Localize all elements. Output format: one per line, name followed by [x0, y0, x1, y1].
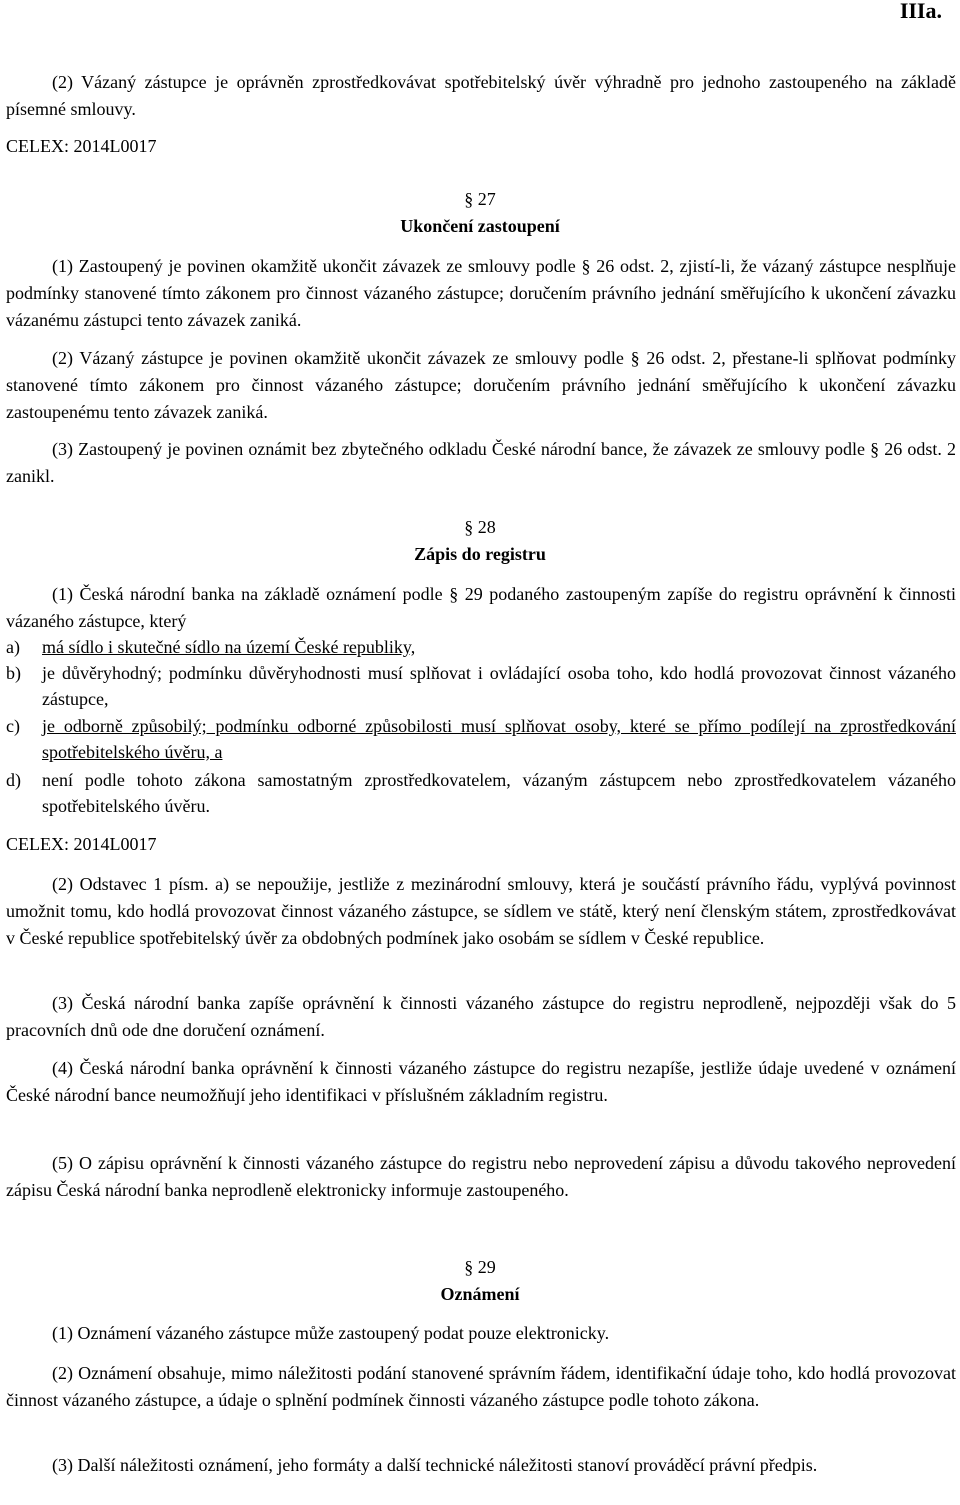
- corner-label: IIIa.: [899, 0, 942, 23]
- section-28-title: Zápis do registru: [414, 544, 546, 564]
- intro-paragraph: (2) Vázaný zástupce je oprávněn zprostředkovávat spotřebitelský úvěr výhradně pro jednoho zastoupeného na základě písemné smlouvy.: [6, 72, 956, 119]
- section-27-paragraph-3: (3) Zastoupený je povinen oznámit bez zbytečného odkladu České národní bance, že závazek ze smlouvy podle § 26 odst. 2 zanikl.: [6, 439, 956, 486]
- section-29-paragraph-2: (2) Oznámení obsahuje, mimo náležitosti podání stanovené správním řádem, identifikační údaje toho, kdo hodlá provozovat činnost vázaného zástupce, a údaje o splnění podmínek činnosti vázaného zástupce podle tohoto zákona.: [6, 1363, 956, 1410]
- list-item-label: b): [6, 663, 21, 683]
- section-29-paragraph-1: (1) Oznámení vázaného zástupce může zastoupený podat pouze elektronicky.: [52, 1323, 610, 1343]
- celex-reference: CELEX: 2014L0017: [6, 834, 157, 854]
- section-27-number: § 27: [464, 189, 496, 209]
- section-28-number: § 28: [464, 517, 496, 537]
- section-29-number: § 29: [464, 1257, 496, 1277]
- section-28-paragraph-5: (5) O zápisu oprávnění k činnosti vázaného zástupce do registru nebo neprovedení zápisu a důvodu takového neprovedení zápisu Česká národní banka neprodleně elektronicky informuje zastoupeného.: [6, 1153, 956, 1200]
- list-item-text: je odborně způsobilý; podmínku odborné způsobilosti musí splňovat osoby, které se přímo podílejí na zprostředkování spotřebitelského úvěru, a: [42, 716, 956, 762]
- list-item-text: není podle tohoto zákona samostatným zprostředkovatelem, vázaným zástupcem nebo zprostředkovatelem vázaného spotřebitelského úvěru.: [42, 770, 956, 816]
- list-item-text: je důvěryhodný; podmínku důvěryhodnosti musí splňovat i ovládající osoba toho, kdo hodlá provozovat činnost vázaného zástupce,: [42, 663, 956, 709]
- list-item-label: d): [6, 770, 21, 790]
- section-28-paragraph-3: (3) Česká národní banka zapíše oprávnění k činnosti vázaného zástupce do registru neprodleně, nejpozději však do 5 pracovních dnů ode dne doručení oznámení.: [6, 993, 956, 1040]
- list-item-text: má sídlo i skutečné sídlo na území České republiky,: [42, 637, 416, 657]
- section-29-title: Oznámení: [440, 1284, 520, 1304]
- section-27-title: Ukončení zastoupení: [400, 216, 560, 236]
- list-item-label: c): [6, 716, 20, 736]
- section-28-paragraph-1: (1) Česká národní banka na základě oznámení podle § 29 podaného zastoupeným zapíše do registru oprávnění k činnosti vázaného zástupce, který: [6, 584, 956, 631]
- section-27-paragraph-2: (2) Vázaný zástupce je povinen okamžitě ukončit závazek ze smlouvy podle § 26 odst. 2, přestane-li splňovat podmínky stanovené tímto zákonem pro činnost vázaného zástupce; doručením právního jednání směřujícího k ukončení závazku zastoupenému tento závazek zaniká.: [6, 348, 956, 422]
- list-item-label: a): [6, 637, 20, 657]
- section-28-paragraph-4: (4) Česká národní banka oprávnění k činnosti vázaného zástupce do registru nezapíše, jestliže údaje uvedené v oznámení České národní bance neumožňují jeho identifikaci v příslušném základním registru.: [6, 1058, 956, 1105]
- celex-reference: CELEX: 2014L0017: [6, 136, 157, 156]
- section-29-paragraph-3: (3) Další náležitosti oznámení, jeho formáty a další technické náležitosti stanoví prováděcí právní předpis.: [52, 1455, 818, 1475]
- section-27-paragraph-1: (1) Zastoupený je povinen okamžitě ukončit závazek ze smlouvy podle § 26 odst. 2, zjistí-li, že vázaný zástupce nesplňuje podmínky stanovené tímto zákonem pro činnost vázaného zástupce; doručením právního jednání směřujícího k ukončení závazku vázanému zástupci tento závazek zaniká.: [6, 256, 956, 330]
- section-28-paragraph-2: (2) Odstavec 1 písm. a) se nepoužije, jestliže z mezinárodní smlouvy, která je součástí právního řádu, vyplývá povinnost umožnit tomu, kdo hodlá provozovat činnost vázaného zástupce, se sídlem ve státě, který není členským státem, zprostředkovávat v České republice spotřebitelský úvěr za obdobných podmínek jako osobám se sídlem v České republice.: [6, 874, 956, 948]
